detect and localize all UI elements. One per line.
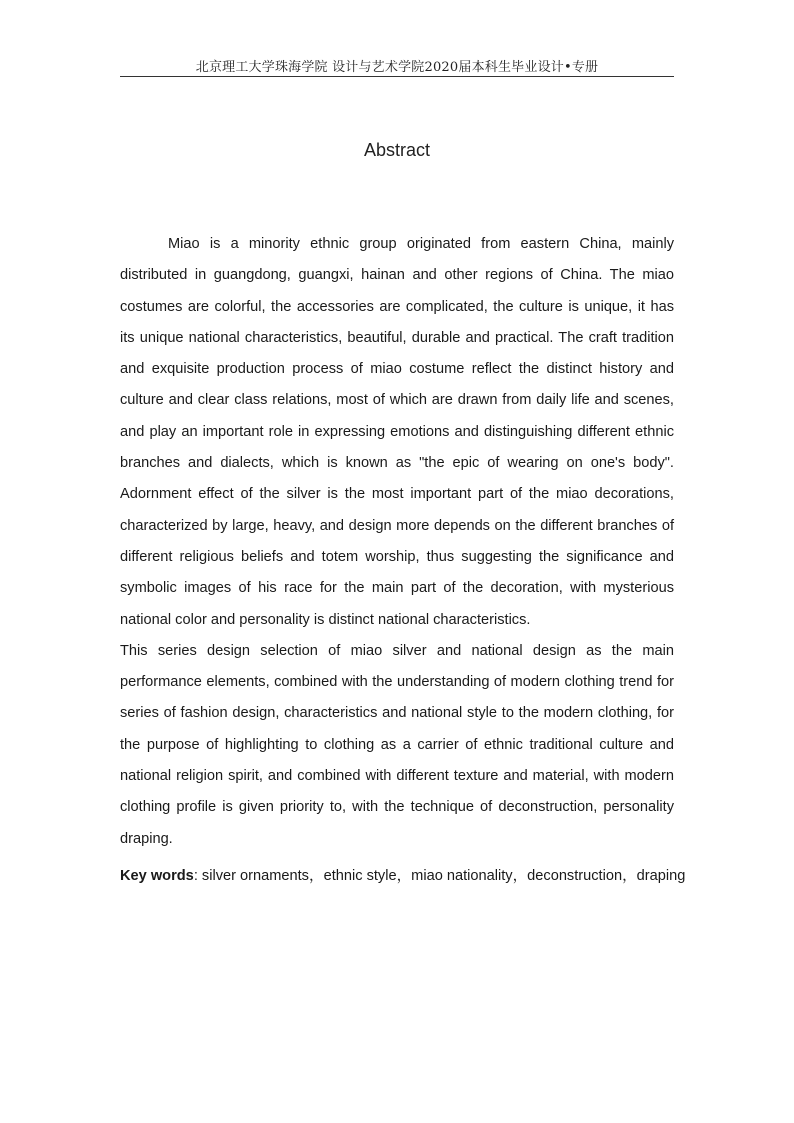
abstract-paragraph-1: Miao is a minority ethnic group originated from eastern China, mainly distributed in guangdong, guangxi, hainan and other regions of China. The miao costumes are colorful, the accessories are complicated, the culture is unique, it has its unique national characteristics, beautiful, durable and practical. The craft tradition and exquisite production process of miao costume reflect the distinct history and culture and clear class relations, most of which are drawn from daily life and scenes, and play an important role in expressing emotions and distinguishing different ethnic branches and dialects, which is known as "the epic of wearing on one's body". Adornment effect of the silver is the most important part of the miao decorations, characterized by large, heavy, and design more depends on the different branches of different religious beliefs and totem worship, thus suggesting the significance and symbolic images of his race for the main part of the decoration, with mysterious national color and personality is distinct national characteristics. xyxy=(120,236,674,628)
header-divider xyxy=(120,76,674,77)
keywords-text: : silver ornaments，ethnic style，miao nationality，deconstruction，draping xyxy=(193,867,686,884)
page-header: 北京理工大学珠海学院 设计与艺术学院2020届本科生毕业设计•专册 xyxy=(195,60,599,75)
abstract-paragraph-2: This series design selection of miao silver and national design as the main performance elements, combined with the understanding of modern clothing trend for series of fashion design, characteristics and national style to the modern clothing, for the purpose of highlighting to clothing as a carrier of ethnic traditional culture and national religion spirit, and combined with different texture and material, with modern clothing profile is given priority to, with the technique of deconstruction, personality draping. xyxy=(120,642,674,847)
abstract-body xyxy=(120,229,686,892)
page-title: Abstract xyxy=(363,140,431,160)
keywords-line xyxy=(120,861,686,892)
keywords-label: Key words xyxy=(120,867,194,884)
